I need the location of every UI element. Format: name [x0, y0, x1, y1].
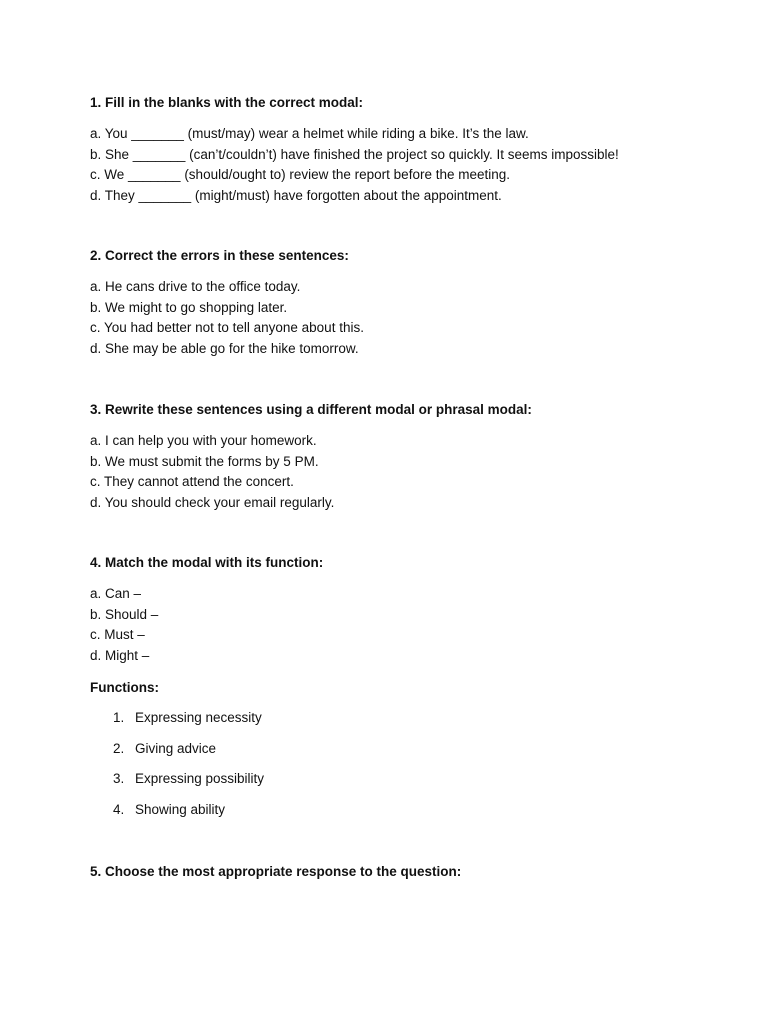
function-item	[90, 770, 730, 801]
list-item: c. They cannot attend the concert.	[90, 474, 294, 490]
list-item: c. Must –	[90, 627, 145, 643]
list-item: b. We must submit the forms by 5 PM.	[90, 453, 319, 469]
section-3	[90, 401, 730, 514]
section-heading: 1. Fill in the blanks with the correct modal:	[90, 95, 364, 110]
item-list	[90, 431, 730, 514]
section-heading: 2. Correct the errors in these sentences:	[90, 248, 349, 263]
section-5	[90, 863, 730, 881]
function-text: Expressing necessity	[135, 709, 262, 725]
item-list	[90, 277, 730, 360]
function-number: 2.	[113, 740, 125, 756]
function-item	[90, 801, 730, 832]
list-item: c. We _______ (should/ought to) review the report before the meeting.	[90, 167, 511, 183]
function-item	[90, 709, 730, 740]
list-item: d. They _______ (might/must) have forgotten about the appointment.	[90, 188, 502, 204]
function-text: Showing ability	[135, 802, 226, 818]
list-item: a. He cans drive to the office today.	[90, 279, 301, 294]
list-item: d. You should check your email regularly.	[90, 495, 335, 511]
function-item	[90, 740, 730, 771]
section-heading: 4. Match the modal with its function:	[90, 555, 324, 570]
list-item: d. She may be able go for the hike tomorrow.	[90, 341, 359, 357]
functions-list	[90, 709, 730, 832]
list-item: d. Might –	[90, 648, 150, 664]
section-heading: 5. Choose the most appropriate response to the question:	[90, 864, 462, 879]
list-item: a. I can help you with your homework.	[90, 433, 317, 448]
function-text: Giving advice	[135, 740, 217, 756]
section-heading: 3. Rewrite these sentences using a different modal or phrasal modal:	[90, 402, 532, 417]
function-number: 1.	[113, 709, 125, 725]
list-item: b. Should –	[90, 606, 159, 622]
section-2	[90, 247, 730, 360]
list-item: b. We might to go shopping later.	[90, 299, 288, 315]
list-item: a. Can –	[90, 586, 142, 601]
section-4	[90, 554, 730, 832]
function-number: 4.	[113, 802, 125, 818]
function-text: Expressing possibility	[135, 771, 265, 787]
list-item: a. You _______ (must/may) wear a helmet while riding a bike. It’s the law.	[90, 126, 529, 141]
item-list	[90, 584, 730, 667]
list-item: c. You had better not to tell anyone about this.	[90, 320, 364, 336]
functions-label: Functions:	[90, 679, 159, 695]
list-item: b. She _______ (can’t/couldn’t) have finished the project so quickly. It seems impossible!	[90, 146, 619, 162]
section-1	[90, 94, 730, 207]
item-list	[90, 124, 730, 207]
function-number: 3.	[113, 771, 125, 787]
